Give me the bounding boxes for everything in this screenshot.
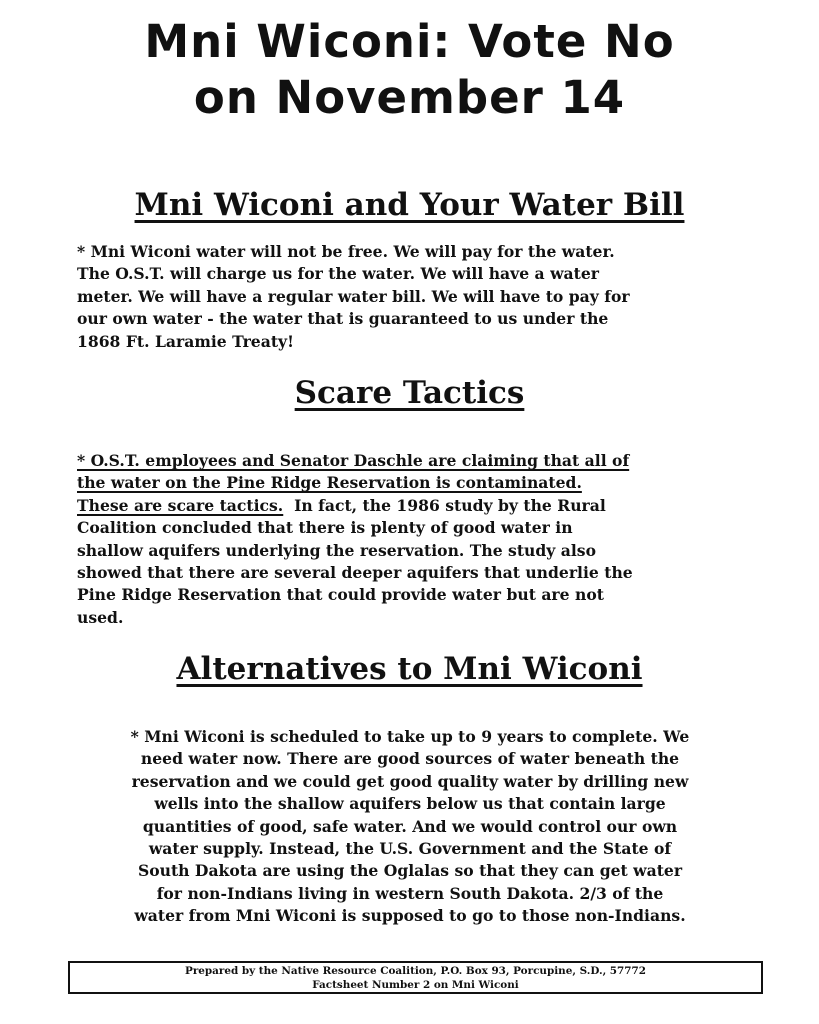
footer-line-2: Factsheet Number 2 on Mni Wiconi bbox=[312, 979, 519, 991]
section-paragraph-water-bill: * Mni Wiconi water will not be free. We will pay for the water. The O.S.T. will charge us for the water. We will have a water meter. We will have a regular water bill. We will have to pay for our own water - the water that is guaranteed to us under the 1868 Ft. Laramie Treaty! bbox=[77, 242, 630, 351]
title-line-2: on November 14 bbox=[193, 71, 626, 124]
section-paragraph-alternatives: * Mni Wiconi is scheduled to take up to 9 years to complete. We need water now. There are good sources of water beneath the reservation and we could get good quality water by drilling new wells into the shallow aquifers below us that contain large quantities of good, safe water. And we would control our own water supply. Instead, the U.S. Government and the State of South Dakota are using the Oglalas so that they can get water for non-Indians living in western South Dakota. 2/3 of the water from Mni Wiconi is supposed to go to those non-Indians. bbox=[130, 727, 690, 926]
section-paragraph-scare-tactics: * O.S.T. employees and Senator Daschle are claiming that all of the water on the Pine Ridge Reservation is contaminated. These are scare tactics. In fact, the 1986 study by the Rural Coalition concluded that there is plenty of good water in shallow aquifers underlying the reservation. The study also showed that there are several deeper aquifers that underlie the Pine Ridge Reservation that could provide water but are not used. bbox=[77, 451, 633, 627]
title-line-1: Mni Wiconi: Vote No bbox=[144, 15, 675, 68]
section-heading-water-bill: Mni Wiconi and Your Water Bill bbox=[134, 187, 685, 223]
section-heading-scare-tactics: Scare Tactics bbox=[294, 375, 525, 411]
footer-credit-box bbox=[68, 961, 763, 994]
page-title bbox=[0, 14, 819, 126]
footer-line-1: Prepared by the Native Resource Coalition, P.O. Box 93, Porcupine, S.D., 57772 bbox=[185, 965, 646, 977]
section-heading-alternatives: Alternatives to Mni Wiconi bbox=[176, 651, 643, 687]
